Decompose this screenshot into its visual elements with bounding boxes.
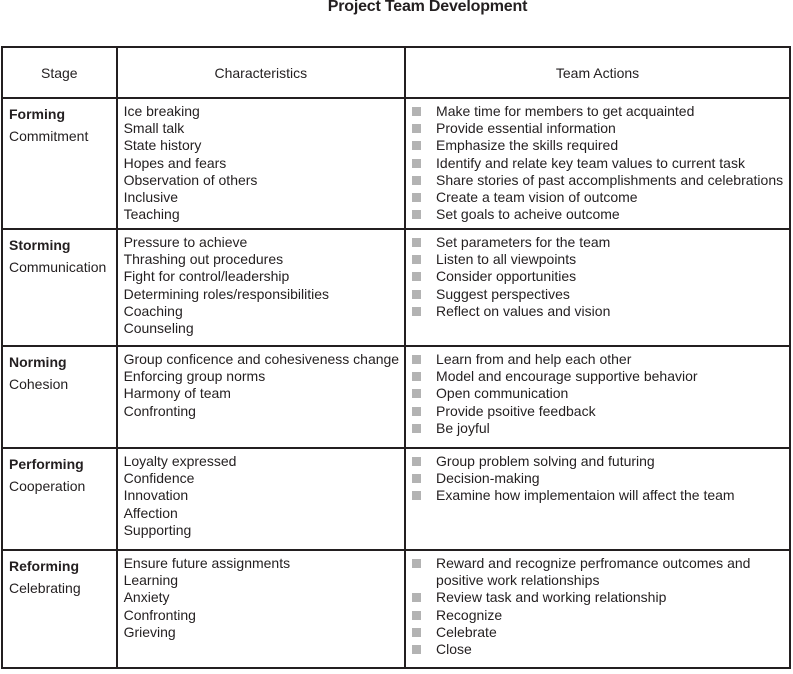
team-action-item (412, 470, 789, 487)
team-action-text: Emphasize the skills required (436, 137, 619, 154)
team-action-item (412, 403, 789, 420)
team-action-item (412, 487, 789, 504)
header-characteristics: Characteristics (117, 47, 405, 98)
team-action-item (412, 589, 789, 606)
characteristic-item: Ice breaking (123, 103, 200, 119)
team-actions-cell (405, 448, 790, 550)
team-action-item (412, 251, 789, 268)
team-action-text: Learn from and help each other (436, 351, 632, 367)
characteristic-item: Determining roles/responsibilities (123, 285, 329, 302)
team-action-item (412, 624, 789, 641)
characteristic-item: Hopes and fears (123, 154, 227, 171)
stage-name: Reforming (9, 558, 79, 574)
team-action-text: Reflect on values and vision (436, 302, 611, 319)
square-bullet-icon (412, 141, 421, 150)
characteristic-item: Learning (123, 572, 179, 589)
team-action-item (412, 555, 789, 589)
characteristics-cell (117, 98, 405, 229)
team-action-item (412, 268, 789, 285)
square-bullet-icon (412, 176, 421, 185)
table-row-performing (2, 448, 790, 550)
characteristic-item: Anxiety (123, 589, 170, 606)
team-actions-cell (405, 346, 790, 448)
characteristics-cell (117, 346, 405, 448)
team-actions-cell (405, 550, 790, 668)
square-bullet-icon (412, 238, 421, 247)
team-action-item (412, 206, 789, 223)
team-action-item (412, 189, 789, 206)
characteristic-item: Counseling (123, 320, 194, 337)
team-action-item (412, 172, 789, 189)
team-action-item (412, 286, 789, 303)
characteristic-item: Supporting (123, 521, 192, 538)
square-bullet-icon (412, 124, 421, 133)
square-bullet-icon (412, 355, 421, 364)
square-bullet-icon (412, 559, 421, 568)
team-action-text: Identify and relate key team values to current task (436, 154, 745, 171)
team-action-text: Make time for members to get acquainted (436, 103, 695, 119)
characteristic-item: Small talk (123, 120, 185, 137)
team-action-text: Group problem solving and futuring (436, 453, 655, 469)
square-bullet-icon (412, 457, 421, 466)
team-action-text: Examine how implementaion will affect the team (436, 487, 735, 504)
characteristics-cell (117, 448, 405, 550)
team-action-text: Close (436, 641, 472, 658)
team-action-item (412, 641, 789, 658)
square-bullet-icon (412, 407, 421, 416)
square-bullet-icon (412, 255, 421, 264)
stage-cell (2, 448, 117, 550)
team-action-item (412, 155, 789, 172)
square-bullet-icon (412, 210, 421, 219)
characteristic-item: Teaching (123, 206, 180, 223)
team-action-text: Recognize (436, 606, 503, 623)
team-action-text: Set goals to acheive outcome (436, 206, 620, 223)
characteristic-item: Enforcing group norms (123, 368, 266, 385)
team-action-item (412, 137, 789, 154)
stage-cell (2, 98, 117, 229)
stage-theme: Cohesion (9, 376, 69, 392)
team-action-text: Listen to all viewpoints (436, 251, 577, 268)
table-row-norming (2, 346, 790, 448)
team-action-item (412, 420, 789, 437)
characteristics-cell (117, 550, 405, 668)
square-bullet-icon (412, 611, 421, 620)
characteristic-item: Harmony of team (123, 385, 231, 402)
team-action-text: Open communication (436, 385, 569, 402)
table-row-forming (2, 98, 790, 229)
table-row-storming (2, 229, 790, 346)
stage-cell (2, 346, 117, 448)
characteristic-item: State history (123, 137, 202, 154)
characteristic-item: Confidence (123, 470, 195, 487)
header-team-actions: Team Actions (405, 47, 790, 98)
characteristic-item: Ensure future assignments (123, 555, 291, 571)
team-action-text: Review task and working relationship (436, 589, 667, 606)
stage-theme: Celebrating (9, 580, 81, 596)
characteristics-cell (117, 229, 405, 346)
square-bullet-icon (412, 107, 421, 116)
document-title: Project Team Development (327, 0, 528, 15)
square-bullet-icon (412, 389, 421, 398)
stage-name: Storming (9, 237, 71, 253)
square-bullet-icon (412, 645, 421, 654)
team-action-text: Consider opportunities (436, 268, 577, 285)
team-action-text: Provide psoitive feedback (436, 402, 596, 419)
header-row (2, 47, 790, 98)
team-action-item (412, 120, 789, 137)
characteristic-item: Observation of others (123, 171, 258, 188)
characteristic-item: Innovation (123, 487, 189, 504)
team-action-text: Decision-making (436, 470, 540, 487)
characteristic-item: Fight for control/leadership (123, 268, 290, 285)
stage-cell (2, 550, 117, 668)
team-action-text: Share stories of past accomplishments and celebrations (436, 171, 784, 188)
characteristic-item: Group conficence and cohesiveness change (123, 351, 400, 367)
square-bullet-icon (412, 628, 421, 637)
characteristic-item: Confronting (123, 606, 196, 623)
square-bullet-icon (412, 193, 421, 202)
characteristic-item: Thrashing out procedures (123, 251, 284, 268)
team-action-text: Reward and recognize perfromance outcomes and positive work relationships (436, 555, 751, 589)
square-bullet-icon (412, 159, 421, 168)
team-action-text: Celebrate (436, 623, 497, 640)
square-bullet-icon (412, 491, 421, 500)
stage-cell (2, 229, 117, 346)
characteristic-item: Inclusive (123, 189, 179, 206)
characteristic-item: Grieving (123, 623, 176, 640)
team-action-item (412, 453, 789, 470)
team-action-item (412, 303, 789, 320)
stage-theme: Cooperation (9, 478, 86, 494)
team-action-item (412, 351, 789, 368)
team-action-item (412, 103, 789, 120)
team-action-item (412, 607, 789, 624)
header-stage: Stage (2, 47, 117, 98)
stage-theme: Commitment (9, 128, 89, 144)
stage-theme: Communication (9, 259, 107, 275)
characteristic-item: Pressure to achieve (123, 234, 248, 250)
square-bullet-icon (412, 424, 421, 433)
stage-name: Forming (9, 106, 65, 122)
square-bullet-icon (412, 372, 421, 381)
team-action-text: Set parameters for the team (436, 234, 611, 250)
characteristic-item: Confronting (123, 402, 196, 419)
team-action-item (412, 368, 789, 385)
characteristic-item: Loyalty expressed (123, 453, 237, 469)
team-action-text: Create a team vision of outcome (436, 189, 638, 206)
team-action-text: Model and encourage supportive behavior (436, 368, 698, 385)
stage-name: Norming (9, 354, 67, 370)
team-action-text: Suggest perspectives (436, 285, 570, 302)
table-row-reforming (2, 550, 790, 668)
characteristic-item: Affection (123, 504, 178, 521)
team-action-item (412, 234, 789, 251)
characteristic-item: Coaching (123, 302, 183, 319)
square-bullet-icon (412, 474, 421, 483)
team-actions-cell (405, 98, 790, 229)
square-bullet-icon (412, 593, 421, 602)
team-action-item (412, 385, 789, 402)
team-actions-cell (405, 229, 790, 346)
square-bullet-icon (412, 272, 421, 281)
team-action-text: Be joyful (436, 419, 490, 436)
team-action-text: Provide essential information (436, 120, 616, 137)
stage-name: Performing (9, 456, 84, 472)
square-bullet-icon (412, 307, 421, 316)
square-bullet-icon (412, 290, 421, 299)
team-development-table (1, 46, 791, 669)
